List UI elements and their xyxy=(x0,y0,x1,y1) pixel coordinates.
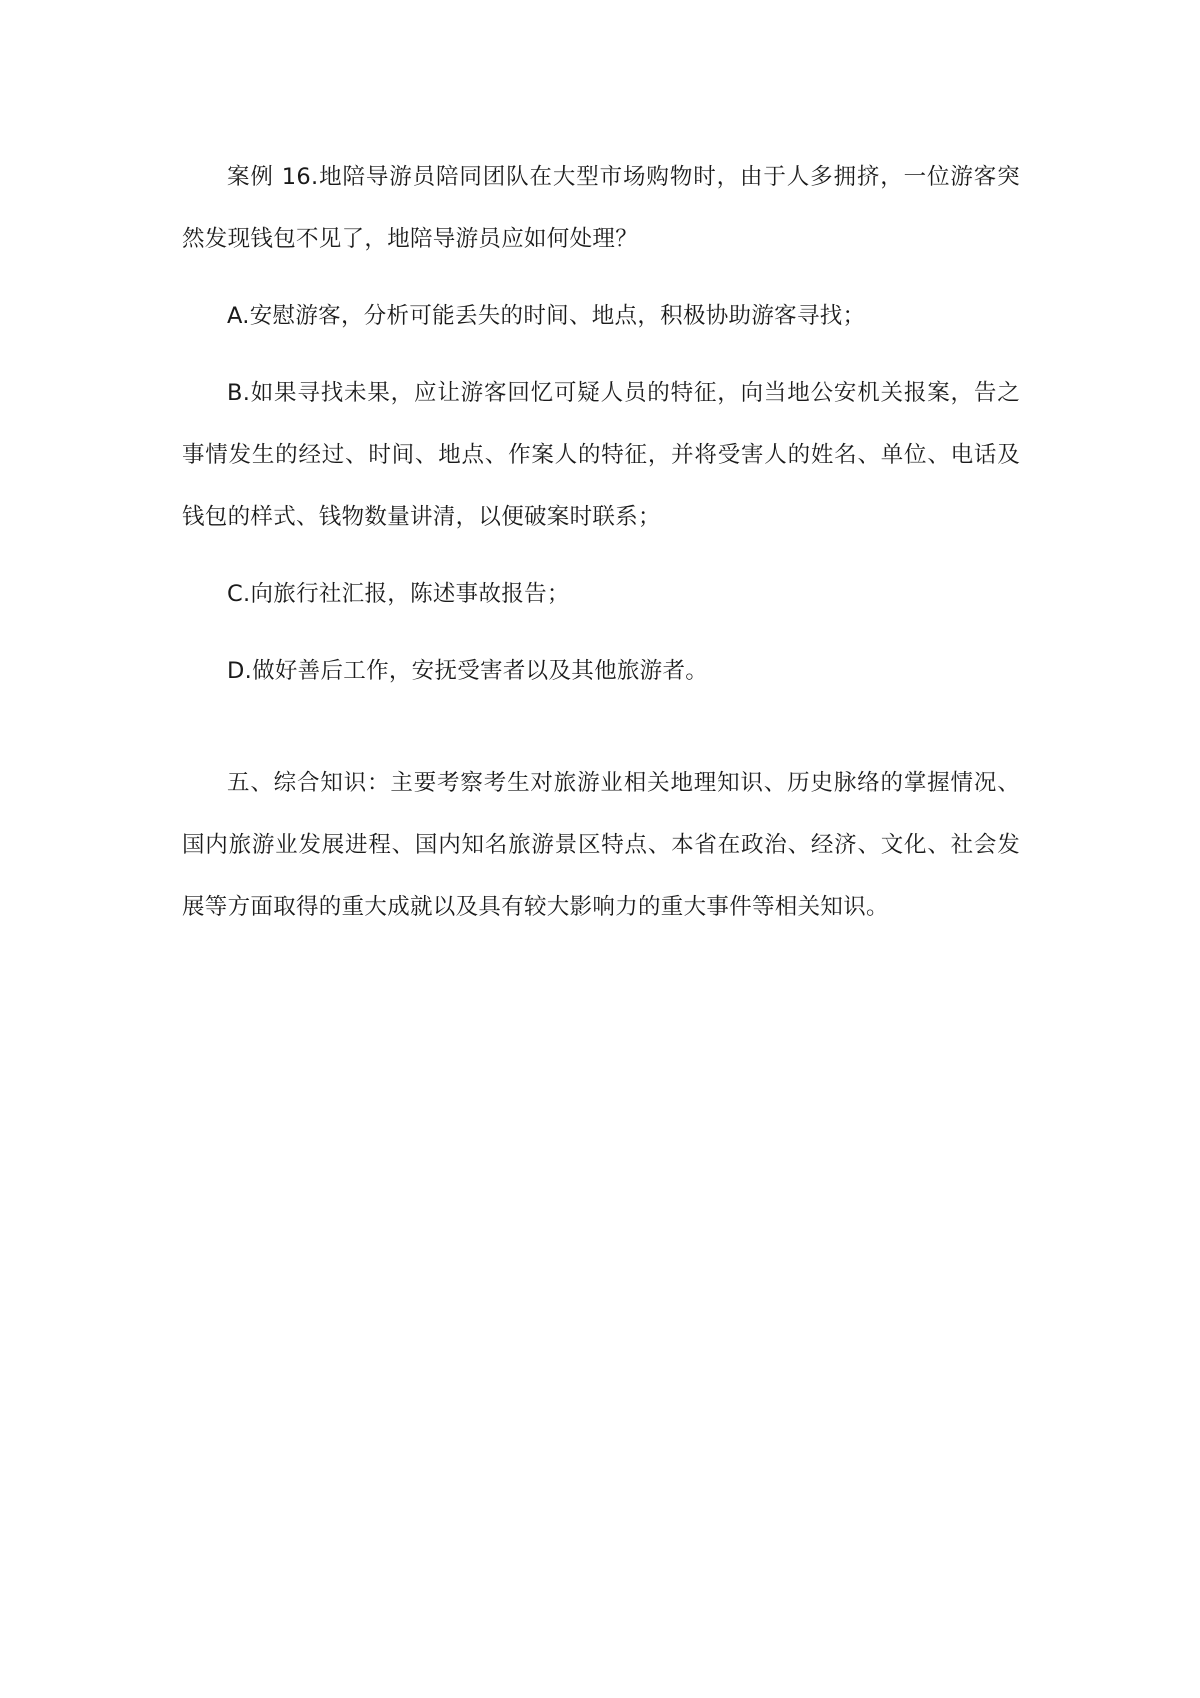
paragraph-gap xyxy=(182,625,1020,640)
paragraph-gap xyxy=(182,347,1020,362)
section-gap xyxy=(182,702,1020,752)
option-d: D.做好善后工作，安抚受害者以及其他旅游者。 xyxy=(227,658,709,684)
option-b: B.如果寻找未果，应让游客回忆可疑人员的特征，向当地公安机关报案，告之事情发生的经过、时间、地点、作案人的特征，并将受害人的姓名、单位、电话及钱包的样式、钱物数量讲清，以便破案时联系； xyxy=(182,380,1020,530)
option-c: C.向旅行社汇报，陈述事故报告； xyxy=(227,581,570,607)
option-a: A.安慰游客，分析可能丢失的时间、地点，积极协助游客寻找； xyxy=(227,303,866,329)
document-body xyxy=(182,146,1020,938)
section-five-paragraph: 五、综合知识：主要考察考生对旅游业相关地理知识、历史脉络的掌握情况、国内旅游业发展进程、国内知名旅游景区特点、本省在政治、经济、文化、社会发展等方面取得的重大成就以及具有较大影响力的重大事件等相关知识。 xyxy=(182,770,1020,920)
case-question: 案例 16.地陪导游员陪同团队在大型市场购物时，由于人多拥挤，一位游客突然发现钱包不见了，地陪导游员应如何处理？ xyxy=(182,164,1020,252)
paragraph-gap xyxy=(182,270,1020,285)
paragraph-gap xyxy=(182,548,1020,563)
